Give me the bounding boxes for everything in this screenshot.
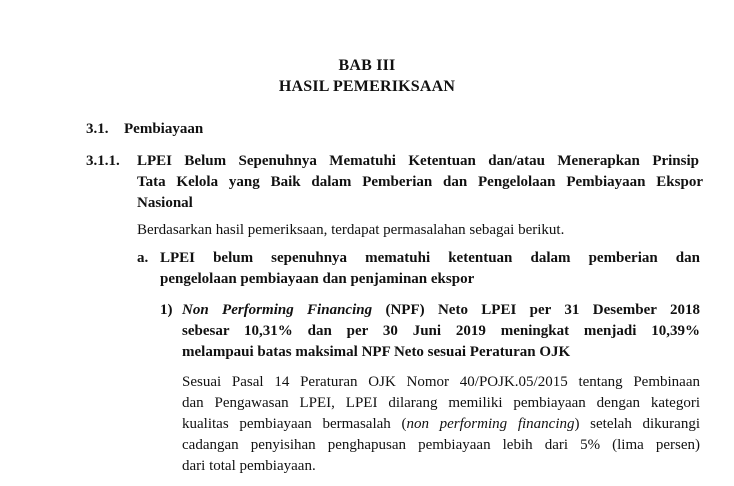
paragraph-line-4: cadangan penyisihan penghapusan pembiayaan lebih dari 5% (lima persen) — [182, 437, 700, 453]
finding-1-line-3: melampaui batas maksimal NPF Neto sesuai Peraturan OJK — [182, 344, 571, 360]
finding-1-line-1 — [182, 302, 700, 319]
finding-a-line-1: LPEI belum sepenuhnya mematuhi ketentuan dalam pemberian dan — [160, 250, 700, 266]
finding-1-line-2: sebesar 10,31% dan per 30 Juni 2019 meningkat menjadi 10,39% — [182, 323, 700, 339]
paragraph-line-2: dan Pengawasan LPEI, LPEI dilarang memiliki pembiayaan dengan kategori — [182, 395, 700, 411]
section-title: Pembiayaan — [124, 121, 204, 137]
paragraph-line-5: dari total pembiayaan. — [182, 458, 316, 474]
intro-text: Berdasarkan hasil pemeriksaan, terdapat permasalahan sebagai berikut. — [137, 222, 565, 238]
subsection-title-line-3: Nasional — [137, 195, 193, 211]
finding-a-line-2: pengelolaan pembiayaan dan penjaminan ekspor — [160, 271, 475, 287]
subsection-title-line-1: LPEI Belum Sepenuhnya Mematuhi Ketentuan dan/atau Menerapkan Prinsip — [137, 153, 699, 169]
paragraph-line-1: Sesuai Pasal 14 Peraturan OJK Nomor 40/POJK.05/2015 tentang Pembinaan — [182, 374, 700, 390]
paragraph-line-3-pre: kualitas pembiayaan bermasalah ( — [182, 416, 407, 432]
paragraph-line-3 — [182, 416, 700, 433]
chapter-title: HASIL PEMERIKSAAN — [278, 78, 456, 95]
subsection-number: 3.1.1. — [86, 153, 120, 169]
subsection-title-line-2: Tata Kelola yang Baik dalam Pemberian dan Pengelolaan Pembiayaan Ekspor — [137, 174, 703, 190]
finding-a-marker: a. — [137, 250, 149, 266]
paragraph-line-3-post: ) setelah dikurangi — [574, 416, 700, 432]
finding-1-marker: 1) — [160, 302, 173, 318]
chapter-label: BAB III — [338, 57, 396, 74]
section-number: 3.1. — [86, 121, 109, 137]
finding-1-line-1-rest: (NPF) Neto LPEI per 31 Desember 2018 — [372, 302, 700, 318]
finding-1-italic-term: Non Performing Financing — [182, 302, 373, 318]
paragraph-italic-term: non performing financing — [406, 416, 575, 432]
